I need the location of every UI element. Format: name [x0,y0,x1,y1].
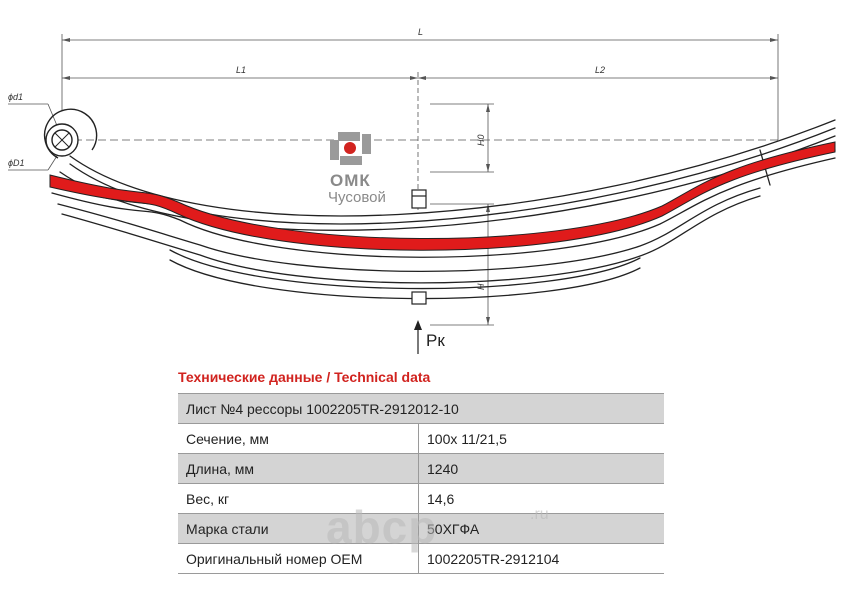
spec-header: Лист №4 рессоры 1002205TR-2912012-10 [178,394,664,424]
dim-l2-label: L2 [595,65,606,75]
load-arrow [414,320,422,354]
spec-row-section [178,424,664,454]
spec-value: 1002205TR-2912104 [419,544,665,574]
spec-row-length [178,454,664,484]
spec-header-row [178,394,664,424]
spring-eye [45,109,97,158]
watermark-suffix: .ru [530,506,549,523]
watermark-logo: abcp [326,501,438,553]
spec-label: Марка стали [178,514,419,544]
highlighted-leaf [50,142,835,250]
logo-name: ОМК [330,171,371,190]
load-label: Pк [426,331,445,350]
omk-logo-icon [330,132,371,165]
dim-big-d1-label: ϕD1 [8,158,25,168]
spec-label: Вес, кг [178,484,419,514]
logo-city: Чусовой [328,189,386,206]
dim-l-label: L [418,27,424,37]
spec-label: Длина, мм [178,454,419,484]
spec-label: Оригинальный номер OEM [178,544,419,574]
dim-l1-label: L1 [236,65,247,75]
dim-h0-label: H0 [476,134,486,146]
spec-value: 1240 [419,454,665,484]
spec-title: Технические данные / Technical data [178,369,431,385]
spec-value: 50ХГФА [419,514,665,544]
dim-h-label: H [476,283,486,290]
dimension-lines [8,34,778,325]
spec-value: 100х 11/21,5 [419,424,665,454]
spec-value: 14,6 [419,484,665,514]
omk-logo [330,132,371,165]
spec-label: Сечение, мм [178,424,419,454]
dim-d1-label: ϕd1 [8,92,24,102]
